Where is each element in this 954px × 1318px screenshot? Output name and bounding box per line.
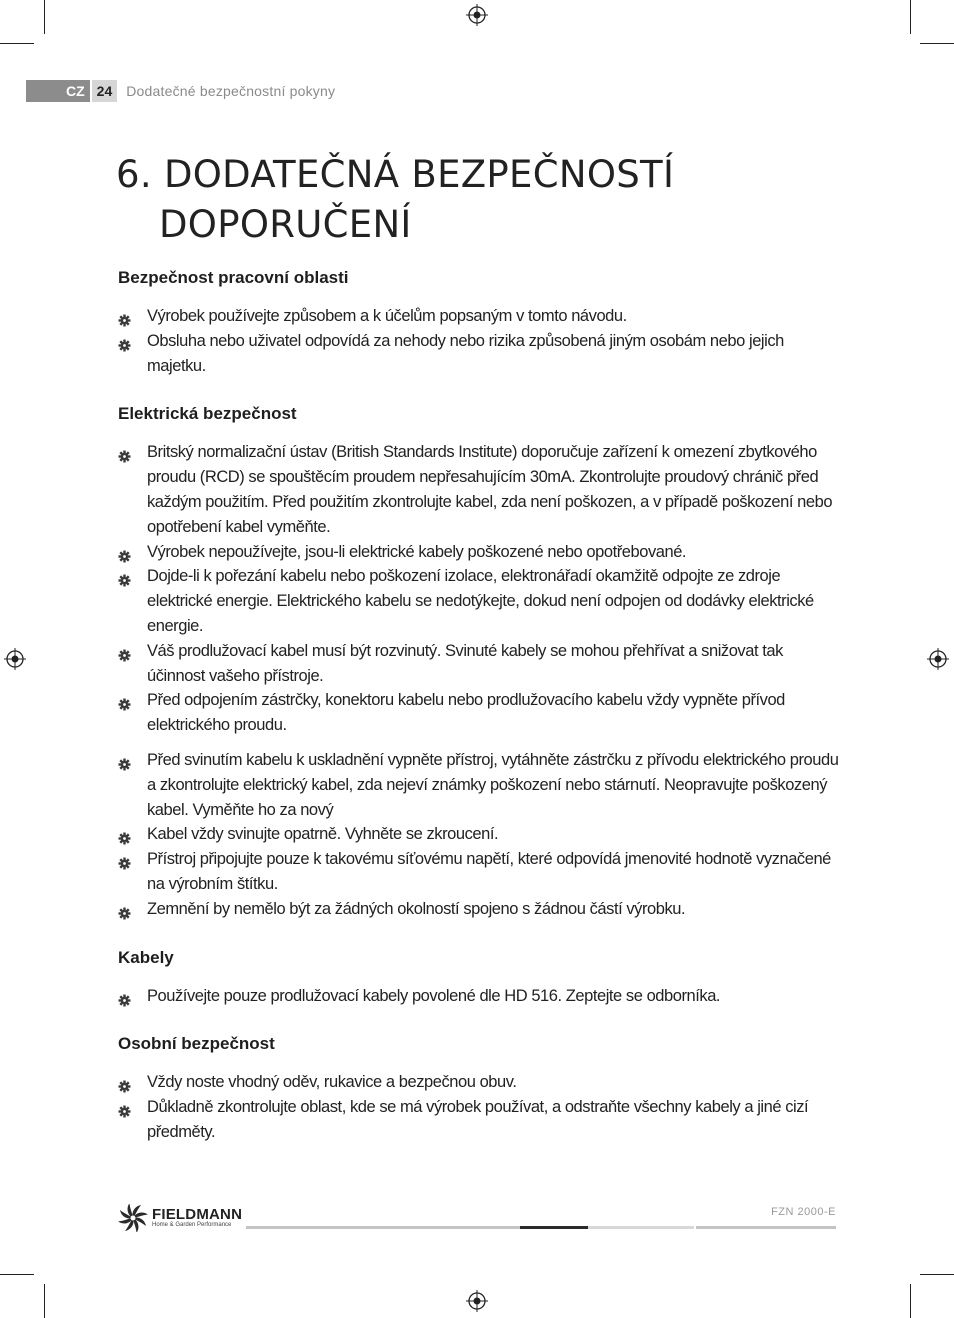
page-number: 24	[92, 80, 118, 102]
running-title: Dodatečné bezpečnostní pokyny	[126, 83, 336, 99]
bullet-list	[118, 984, 840, 1009]
bullet-list	[118, 304, 840, 378]
list-item-text: Před svinutím kabelu k uskladnění vypněte přístroj, vytáhněte zástrčku z přívodu elektrického proudu a zkontrolujte elektrický kabel, zda nejeví známky poškození nebo stárnutí. Neopravujte poškozený kabel. Vyměňte ho za nový	[147, 750, 839, 819]
list-item	[118, 304, 840, 329]
gear-bullet-icon	[118, 546, 131, 559]
list-item-text: Kabel vždy svinujte opatrně. Vyhněte se zkroucení.	[147, 825, 499, 844]
language-code: CZ	[64, 80, 90, 102]
crop-mark	[920, 43, 954, 44]
list-item-text: Přístroj připojujte pouze k takovému síťovému napětí, které odpovídá jmenovité hodnotě vyznačené na výrobním štítku.	[147, 850, 831, 893]
section-heading: Elektrická bezpečnost	[118, 404, 297, 424]
page-title	[116, 150, 674, 250]
crop-mark	[44, 1284, 45, 1318]
section-heading: Bezpečnost pracovní oblasti	[118, 268, 349, 287]
gear-bullet-icon	[118, 570, 131, 583]
crop-mark	[44, 0, 45, 34]
section	[118, 402, 840, 921]
fan-logo-icon	[118, 1204, 148, 1232]
list-item-text: Používejte pouze prodlužovací kabely povolené dle HD 516. Zeptejte se odborníka.	[147, 986, 721, 1005]
list-item	[118, 847, 840, 897]
crop-mark	[0, 43, 34, 44]
list-item-text: Vždy noste vhodný oděv, rukavice a bezpečnou obuv.	[147, 1073, 517, 1092]
footer-rule	[246, 1226, 520, 1229]
section	[118, 946, 840, 1009]
gear-bullet-icon	[118, 645, 131, 658]
footer-rule	[588, 1226, 694, 1229]
list-item-text: Před odpojením zástrčky, konektoru kabelu nebo prodlužovacího kabelu vždy vypněte přívod elektrického proudu.	[147, 691, 785, 735]
list-item	[118, 440, 840, 539]
list-item	[118, 748, 840, 822]
brand-name: FIELDMANN	[152, 1206, 243, 1223]
list-item-text: Výrobek používejte způsobem a k účelům popsaným v tomto návodu.	[147, 307, 627, 325]
registration-mark-icon	[927, 648, 949, 670]
bullet-list	[118, 440, 840, 921]
crop-mark	[910, 0, 911, 34]
brand-logo	[118, 1204, 242, 1232]
registration-mark-icon	[466, 4, 488, 26]
list-item	[118, 984, 840, 1009]
crop-mark	[920, 1274, 954, 1275]
list-item	[118, 564, 840, 638]
model-number: FZN 2000-E	[771, 1206, 836, 1218]
gear-bullet-icon	[118, 1076, 131, 1089]
gear-bullet-icon	[118, 310, 131, 323]
page-title-line2: DOPORUČENÍ	[159, 203, 412, 246]
bullet-list	[118, 1070, 840, 1144]
section	[118, 266, 840, 378]
registration-mark-icon	[466, 1290, 488, 1312]
list-item	[118, 639, 840, 689]
gear-bullet-icon	[118, 694, 131, 707]
gear-bullet-icon	[118, 903, 131, 916]
crop-mark	[0, 1274, 34, 1275]
content-body	[118, 266, 840, 1169]
list-item	[118, 688, 840, 738]
list-item-text: Zemnění by nemělo být za žádných okolností spojeno s žádnou částí výrobku.	[147, 899, 686, 918]
list-item	[118, 329, 840, 379]
gear-bullet-icon	[118, 446, 131, 459]
list-item-text: Obsluha nebo uživatel odpovídá za nehody nebo rizika způsobená jiným osobám nebo jejich majetku.	[147, 331, 784, 375]
section-heading: Osobní bezpečnost	[118, 1034, 275, 1054]
gear-bullet-icon	[118, 754, 131, 767]
list-item-text: Důkladně zkontrolujte oblast, kde se má výrobek používat, a odstraňte všechny kabely a jiné cizí předměty.	[147, 1098, 809, 1141]
gear-bullet-icon	[118, 828, 131, 841]
page-footer	[118, 1204, 836, 1236]
gear-bullet-icon	[118, 1101, 131, 1114]
section	[118, 1032, 840, 1144]
crop-mark	[910, 1284, 911, 1318]
list-item	[118, 822, 840, 847]
footer-rule	[520, 1226, 588, 1229]
gear-bullet-icon	[118, 990, 131, 1003]
running-header	[26, 80, 335, 102]
brand-tagline: Home & Garden Performance	[152, 1222, 232, 1228]
list-item-text: Dojde-li k pořezání kabelu nebo poškození izolace, elektronářadí okamžitě odpojte ze zdroje elektrické energie. Elektrického kabelu se nedotýkejte, dokud není odpojen od dodávky elektrické energie.	[147, 567, 814, 635]
gear-bullet-icon	[118, 335, 131, 348]
brand-text	[148, 1207, 242, 1229]
page-title-line1: 6. DODATEČNÁ BEZPEČNOSTÍ	[116, 153, 675, 196]
header-bar	[26, 80, 64, 102]
list-item	[118, 1070, 840, 1095]
section-heading: Kabely	[118, 947, 174, 967]
list-item	[118, 1095, 840, 1145]
footer-rule	[696, 1226, 836, 1229]
gear-bullet-icon	[118, 853, 131, 866]
list-item-text: Výrobek nepoužívejte, jsou-li elektrické kabely poškozené nebo opotřebované.	[147, 542, 687, 561]
registration-mark-icon	[4, 648, 26, 670]
list-item-text: Váš prodlužovací kabel musí být rozvinutý. Svinuté kabely se mohou přehřívat a snižovat tak účinnost vašeho přístroje.	[147, 641, 783, 685]
list-item	[118, 897, 840, 922]
list-item-text: Britský normalizační ústav (British Standards Institute) doporučuje zařízení k omezení zbytkového proudu (RCD) se spouštěcím proudem nepřesahujícím 30mA. Zkontrolujte proudový chránič před každým použitím. Před použitím zkontrolujte kabel, zda není poškozen, a v případě poškození nebo opotřebení kabel vyměňte.	[147, 443, 833, 536]
list-item	[118, 540, 840, 565]
